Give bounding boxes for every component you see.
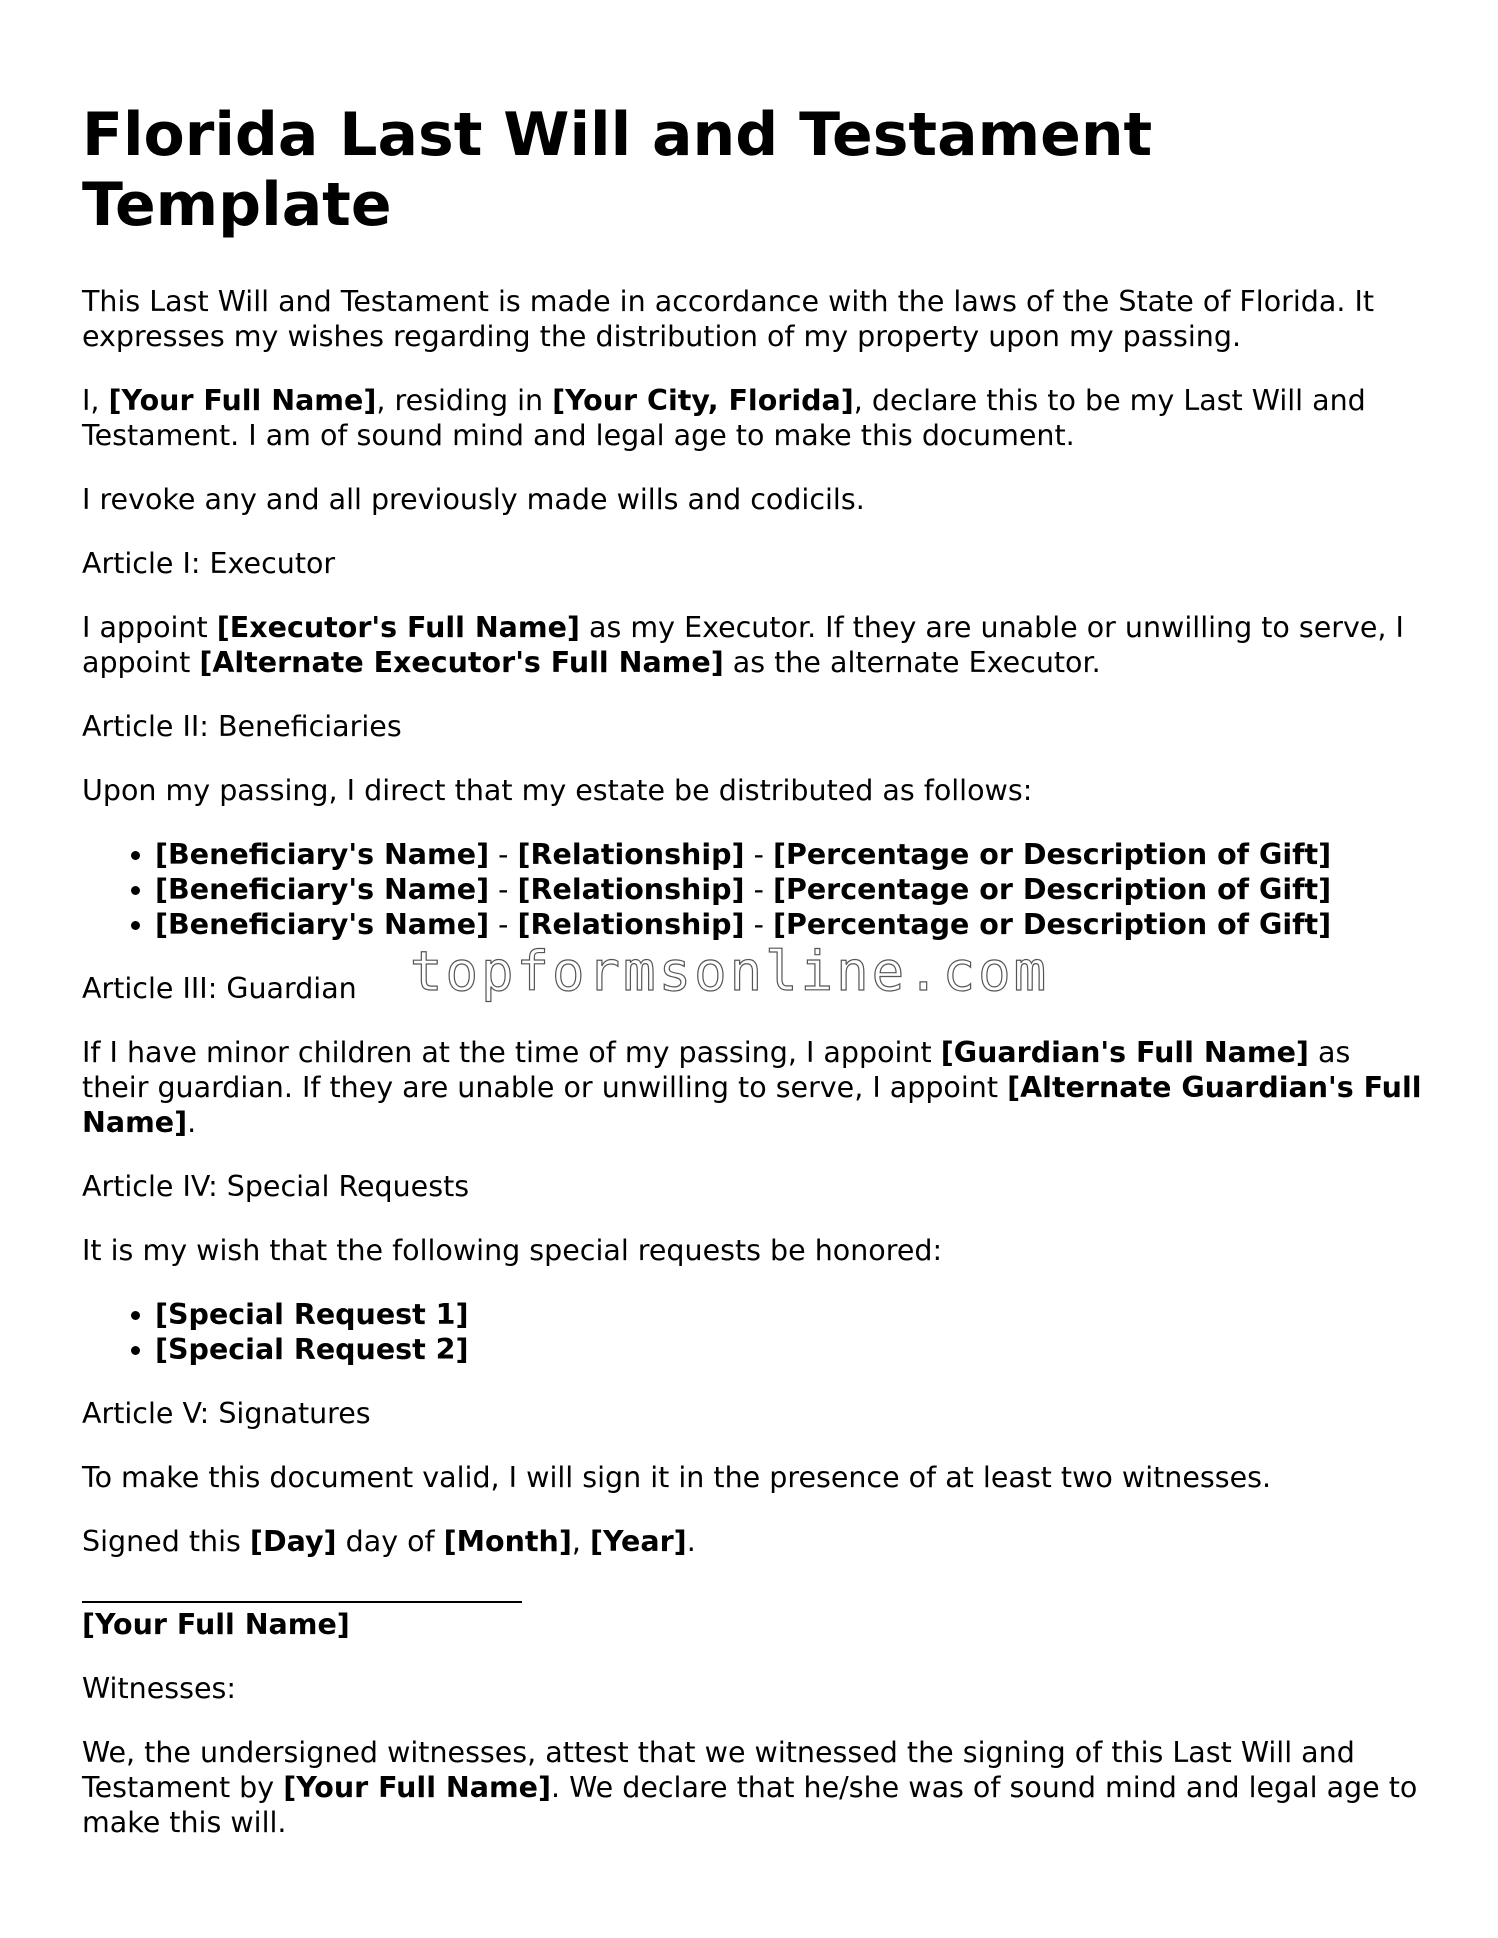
signed-date-line: Signed this [Day] day of [Month], [Year]. xyxy=(82,1525,696,1558)
page-title: Florida Last Will and Testament Template xyxy=(82,100,1153,240)
article-3-heading: Article III: Guardian xyxy=(82,972,357,1005)
day-placeholder: [Day] xyxy=(249,1525,337,1558)
executor-paragraph: I appoint [Executor's Full Name] as my Executor. If they are unable or unwilling to serve, I appoint [Alternate Executor's Full Name] as the alternate Executor. xyxy=(82,611,1404,679)
signature-line xyxy=(82,1573,522,1603)
alternate-executor-placeholder: [Alternate Executor's Full Name] xyxy=(199,646,724,679)
month-placeholder: [Month] xyxy=(443,1525,572,1558)
executor-placeholder: [Executor's Full Name] xyxy=(216,611,580,644)
special-requests-intro: It is my wish that the following special requests be honored: xyxy=(82,1234,943,1267)
guardian-placeholder: [Guardian's Full Name] xyxy=(940,1036,1309,1069)
watermark: topformsonline.com xyxy=(410,940,1050,1003)
article-5-heading: Article V: Signatures xyxy=(82,1397,371,1430)
article-2-heading: Article II: Beneficiaries xyxy=(82,710,402,743)
witnesses-paragraph: We, the undersigned witnesses, attest that we witnessed the signing of this Last Will and Testament by [Your Full Name]. We declare that he/she was of sound mind and legal age to make this will. xyxy=(82,1736,1418,1839)
testator-name-placeholder: [Your Full Name] xyxy=(108,384,377,417)
signature-name: [Your Full Name] xyxy=(82,1608,350,1641)
beneficiary-list xyxy=(82,837,1422,942)
intro-paragraph: This Last Will and Testament is made in accordance with the laws of the State of Florida. It expresses my wishes regarding the distribution of my property upon my passing. xyxy=(82,285,1375,353)
city-placeholder: [Your City, Florida] xyxy=(552,384,854,417)
testator-name-placeholder: [Your Full Name] xyxy=(283,1771,552,1804)
list-item: • [Beneficiary's Name] - [Relationship] - [Percentage or Description of Gift] xyxy=(155,837,1422,872)
article-1-heading: Article I: Executor xyxy=(82,547,336,580)
revocation-paragraph: I revoke any and all previously made wills and codicils. xyxy=(82,483,865,516)
beneficiaries-intro: Upon my passing, I direct that my estate be distributed as follows: xyxy=(82,774,1033,807)
signatures-paragraph: To make this document valid, I will sign it in the presence of at least two witnesses. xyxy=(82,1461,1272,1494)
declaration-paragraph: I, [Your Full Name], residing in [Your City, Florida], declare this to be my Last Will and Testament. I am of sound mind and legal age to make this document. xyxy=(82,384,1366,452)
guardian-paragraph: If I have minor children at the time of my passing, I appoint [Guardian's Full Name] as their guardian. If they are unable or unwilling to serve, I appoint [Alternate Guardian's Full Name]. xyxy=(82,1036,1422,1139)
list-item: • [Special Request 1] xyxy=(155,1297,1422,1332)
article-4-heading: Article IV: Special Requests xyxy=(82,1170,470,1203)
list-item: • [Special Request 2] xyxy=(155,1332,1422,1367)
list-item: • [Beneficiary's Name] - [Relationship] - [Percentage or Description of Gift] xyxy=(155,907,1422,942)
witnesses-heading: Witnesses: xyxy=(82,1672,236,1705)
year-placeholder: [Year] xyxy=(589,1525,687,1558)
list-item: • [Beneficiary's Name] - [Relationship] - [Percentage or Description of Gift] xyxy=(155,872,1422,907)
special-request-list xyxy=(82,1297,1422,1367)
alternate-guardian-placeholder: [Alternate Guardian's Full Name] xyxy=(82,1071,1422,1139)
